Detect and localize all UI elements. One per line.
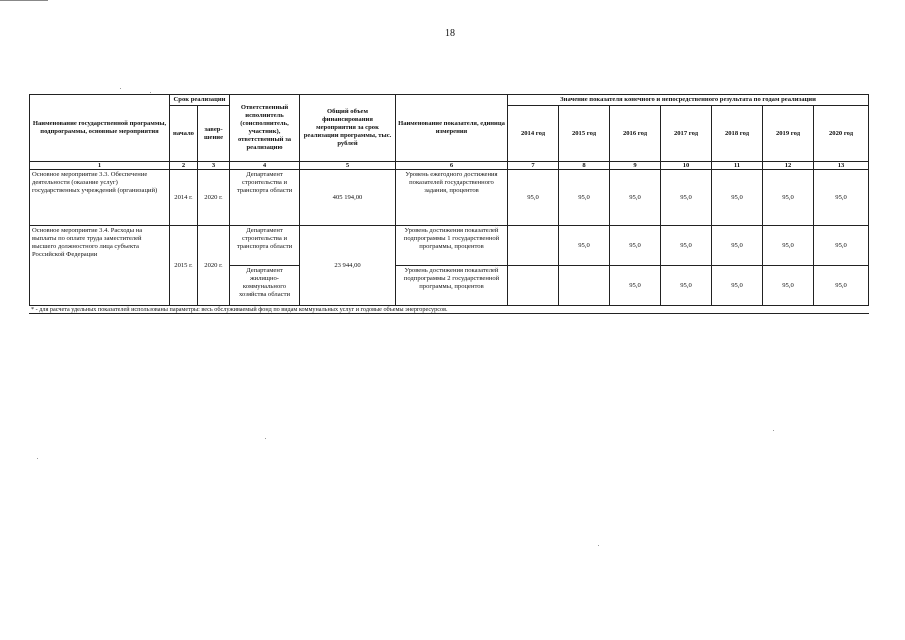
page-number: 18 xyxy=(445,28,455,39)
header-year: 2019 год xyxy=(763,106,814,162)
scan-artifact xyxy=(150,92,151,93)
indicator: Уровень ежегодного достижения показателей государственного задания, процентов xyxy=(396,170,508,226)
indicator-value: 95,0 xyxy=(712,226,763,266)
responsible: Департамент жилищно-коммунального хозяйства области xyxy=(230,266,300,306)
end-year: 2020 г. xyxy=(198,170,230,226)
start-year: 2015 г. xyxy=(170,226,198,306)
indicator-value: 95,0 xyxy=(661,266,712,306)
header-start: начало xyxy=(170,106,198,162)
scan-artifact xyxy=(773,430,774,431)
table-row xyxy=(30,170,869,226)
indicator: Уровень достижения показателей подпрограммы 1 государственной программы, процентов xyxy=(396,226,508,266)
header-finance: Общий объем финансирования мероприятия за срок реализации программы, тыс. рублей xyxy=(300,95,396,162)
indicator-value: 95,0 xyxy=(559,170,610,226)
column-number: 11 xyxy=(712,162,763,170)
table-row xyxy=(30,226,869,266)
indicator-value: 95,0 xyxy=(661,226,712,266)
header-year: 2014 год xyxy=(508,106,559,162)
finance-amount: 405 194,00 xyxy=(300,170,396,226)
column-numbers-row xyxy=(30,162,869,170)
indicator-value: 95,0 xyxy=(814,226,869,266)
column-number: 1 xyxy=(30,162,170,170)
indicator-value: 95,0 xyxy=(814,170,869,226)
header-name: Наименование государственной программы, подпрограммы, основные мероприятия xyxy=(30,95,170,162)
header-responsible: Ответственный исполнитель (соисполнитель, участник), ответственный за реализацию xyxy=(230,95,300,162)
indicators-table xyxy=(29,94,869,306)
responsible: Департамент строительства и транспорта области xyxy=(230,170,300,226)
scan-artifact xyxy=(120,88,121,89)
column-number: 2 xyxy=(170,162,198,170)
scan-artifact xyxy=(265,438,266,439)
end-year: 2020 г. xyxy=(198,226,230,306)
indicator-value: 95,0 xyxy=(610,226,661,266)
column-number: 12 xyxy=(763,162,814,170)
header-end: завер-шение xyxy=(198,106,230,162)
indicator-value: 95,0 xyxy=(610,170,661,226)
indicator-value: 95,0 xyxy=(559,226,610,266)
indicator-value: 95,0 xyxy=(712,170,763,226)
scan-artifact xyxy=(598,545,599,546)
header-indicator: Наименование показателя, единица измерения xyxy=(396,95,508,162)
header-year: 2018 год xyxy=(712,106,763,162)
column-number: 7 xyxy=(508,162,559,170)
indicator-value xyxy=(559,266,610,306)
start-year: 2014 г. xyxy=(170,170,198,226)
finance-amount: 23 944,00 xyxy=(300,226,396,306)
header-year: 2016 год xyxy=(610,106,661,162)
column-number: 13 xyxy=(814,162,869,170)
column-number: 6 xyxy=(396,162,508,170)
measure-name: Основное мероприятие 3.4. Расходы на выплаты по оплате труда заместителей высшего должностного лица субъекта Российской Федерации xyxy=(30,226,170,306)
indicator-value: 95,0 xyxy=(814,266,869,306)
indicator-value: 95,0 xyxy=(661,170,712,226)
responsible: Департамент строительства и транспорта области xyxy=(230,226,300,266)
column-number: 8 xyxy=(559,162,610,170)
column-number: 9 xyxy=(610,162,661,170)
indicator: Уровень достижения показателей подпрограммы 2 государственной программы, процентов xyxy=(396,266,508,306)
header-period: Срок реализации xyxy=(170,95,230,106)
indicator-value: 95,0 xyxy=(508,170,559,226)
header-year: 2020 год xyxy=(814,106,869,162)
footnote: * - для расчета удельных показателей использованы параметры: весь обслуживаемый фонд по видам коммунальных услуг и годовые объемы энергоресурсов. xyxy=(29,305,869,314)
header-year: 2017 год xyxy=(661,106,712,162)
column-number: 4 xyxy=(230,162,300,170)
indicator-value: 95,0 xyxy=(610,266,661,306)
indicator-value xyxy=(508,226,559,266)
header-year: 2015 год xyxy=(559,106,610,162)
column-number: 3 xyxy=(198,162,230,170)
scan-artifact xyxy=(37,458,38,459)
column-number: 10 xyxy=(661,162,712,170)
indicator-value: 95,0 xyxy=(763,226,814,266)
scan-artifact xyxy=(0,0,48,1)
indicator-value: 95,0 xyxy=(712,266,763,306)
indicator-value: 95,0 xyxy=(763,170,814,226)
measure-name: Основное мероприятие 3.3. Обеспечение деятельности (оказание услуг) государственных учреждений (организаций) xyxy=(30,170,170,226)
header-values: Значение показателя конечного и непосредственного результата по годам реализации xyxy=(508,95,869,106)
column-number: 5 xyxy=(300,162,396,170)
indicator-value: 95,0 xyxy=(763,266,814,306)
indicator-value xyxy=(508,266,559,306)
